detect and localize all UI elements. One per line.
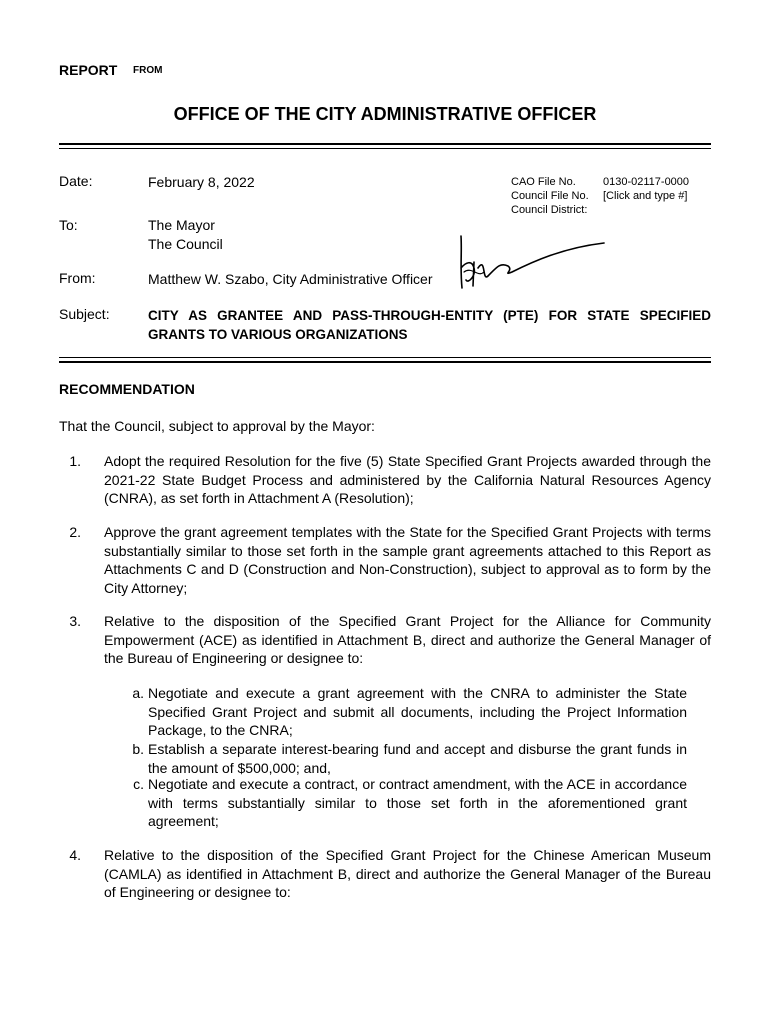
subitem-letter: a. bbox=[132, 685, 144, 701]
subitem-letter: b. bbox=[132, 741, 144, 757]
council-file-label: Council File No. bbox=[511, 190, 589, 202]
cao-file-value: 0130-02117-0000 bbox=[603, 176, 690, 188]
to-line-2: The Council bbox=[148, 236, 223, 252]
report-label: REPORT bbox=[59, 62, 118, 78]
item-number: 2. bbox=[69, 524, 81, 540]
from-value: Matthew W. Szabo, City Administrative Officer bbox=[148, 271, 433, 287]
recommendation-heading: RECOMMENDATION bbox=[59, 381, 195, 397]
item-text: Adopt the required Resolution for the five (5) State Specified Grant Projects awarded through the 2021-22 State Budget Process and administered by the California Natural Resources Agency (CNRA), as set forth in Attachment A (Resolution); bbox=[104, 453, 711, 506]
council-file-value: [Click and type #] bbox=[603, 190, 688, 202]
item-text: Relative to the disposition of the Specified Grant Project for the Chinese American Museum (CAMLA) as identified in Attachment B, direct and authorize the General Manager of the Bureau of Engineering or designee to: bbox=[104, 847, 711, 900]
subject-value: CITY AS GRANTEE AND PASS-THROUGH-ENTITY (PTE) FOR STATE SPECIFIED GRANTS TO VARIOUS ORGANIZATIONS bbox=[148, 308, 711, 342]
from-label: FROM bbox=[133, 65, 163, 76]
subitem-text: Negotiate and execute a contract, or contract amendment, with the ACE in accordance with terms substantially similar to those set forth in the aforementioned grant agreement; bbox=[148, 776, 687, 829]
from-field-label: From: bbox=[59, 270, 96, 286]
cao-info-block bbox=[511, 175, 689, 217]
cao-file-row bbox=[511, 175, 689, 189]
to-label: To: bbox=[59, 217, 78, 233]
cao-file-label: CAO File No. bbox=[511, 176, 576, 188]
to-line-1: The Mayor bbox=[148, 217, 215, 233]
header-divider-top bbox=[59, 143, 711, 145]
item-number: 4. bbox=[69, 847, 81, 863]
recommendation-intro: That the Council, subject to approval by the Mayor: bbox=[59, 418, 375, 434]
subitem-text: Negotiate and execute a grant agreement with the CNRA to administer the State Specified Grant Project and submit all documents, including the Project Information Package, to the CNRA; bbox=[148, 685, 687, 738]
item-text: Relative to the disposition of the Specified Grant Project for the Alliance for Community Empowerment (ACE) as identified in Attachment B, direct and authorize the General Manager of the Bureau of Engineering or designee to: bbox=[104, 613, 711, 666]
item-number: 1. bbox=[69, 453, 81, 469]
office-title: OFFICE OF THE CITY ADMINISTRATIVE OFFICER bbox=[173, 104, 597, 124]
date-label: Date: bbox=[59, 173, 93, 189]
council-district-row bbox=[511, 203, 689, 217]
signature-image bbox=[452, 232, 612, 294]
date-value: February 8, 2022 bbox=[148, 174, 255, 190]
header-divider-bottom bbox=[59, 148, 711, 149]
subitem-text: Establish a separate interest-bearing fund and accept and disburse the grant funds in the amount of $500,000; and, bbox=[148, 741, 687, 776]
council-file-row bbox=[511, 189, 689, 203]
item-number: 3. bbox=[69, 613, 81, 629]
council-district-label: Council District: bbox=[511, 204, 588, 216]
subject-label: Subject: bbox=[59, 306, 110, 322]
subject-divider-bottom bbox=[59, 361, 711, 363]
subitem-letter: c. bbox=[133, 776, 144, 792]
item-text: Approve the grant agreement templates with the State for the Specified Grant Projects with terms substantially similar to those set forth in the sample grant agreements attached to this Report as Attachments C and D (Construction and Non-Construction), subject to approval as to form by the City Attorney; bbox=[104, 524, 711, 596]
subject-divider-top bbox=[59, 357, 711, 358]
